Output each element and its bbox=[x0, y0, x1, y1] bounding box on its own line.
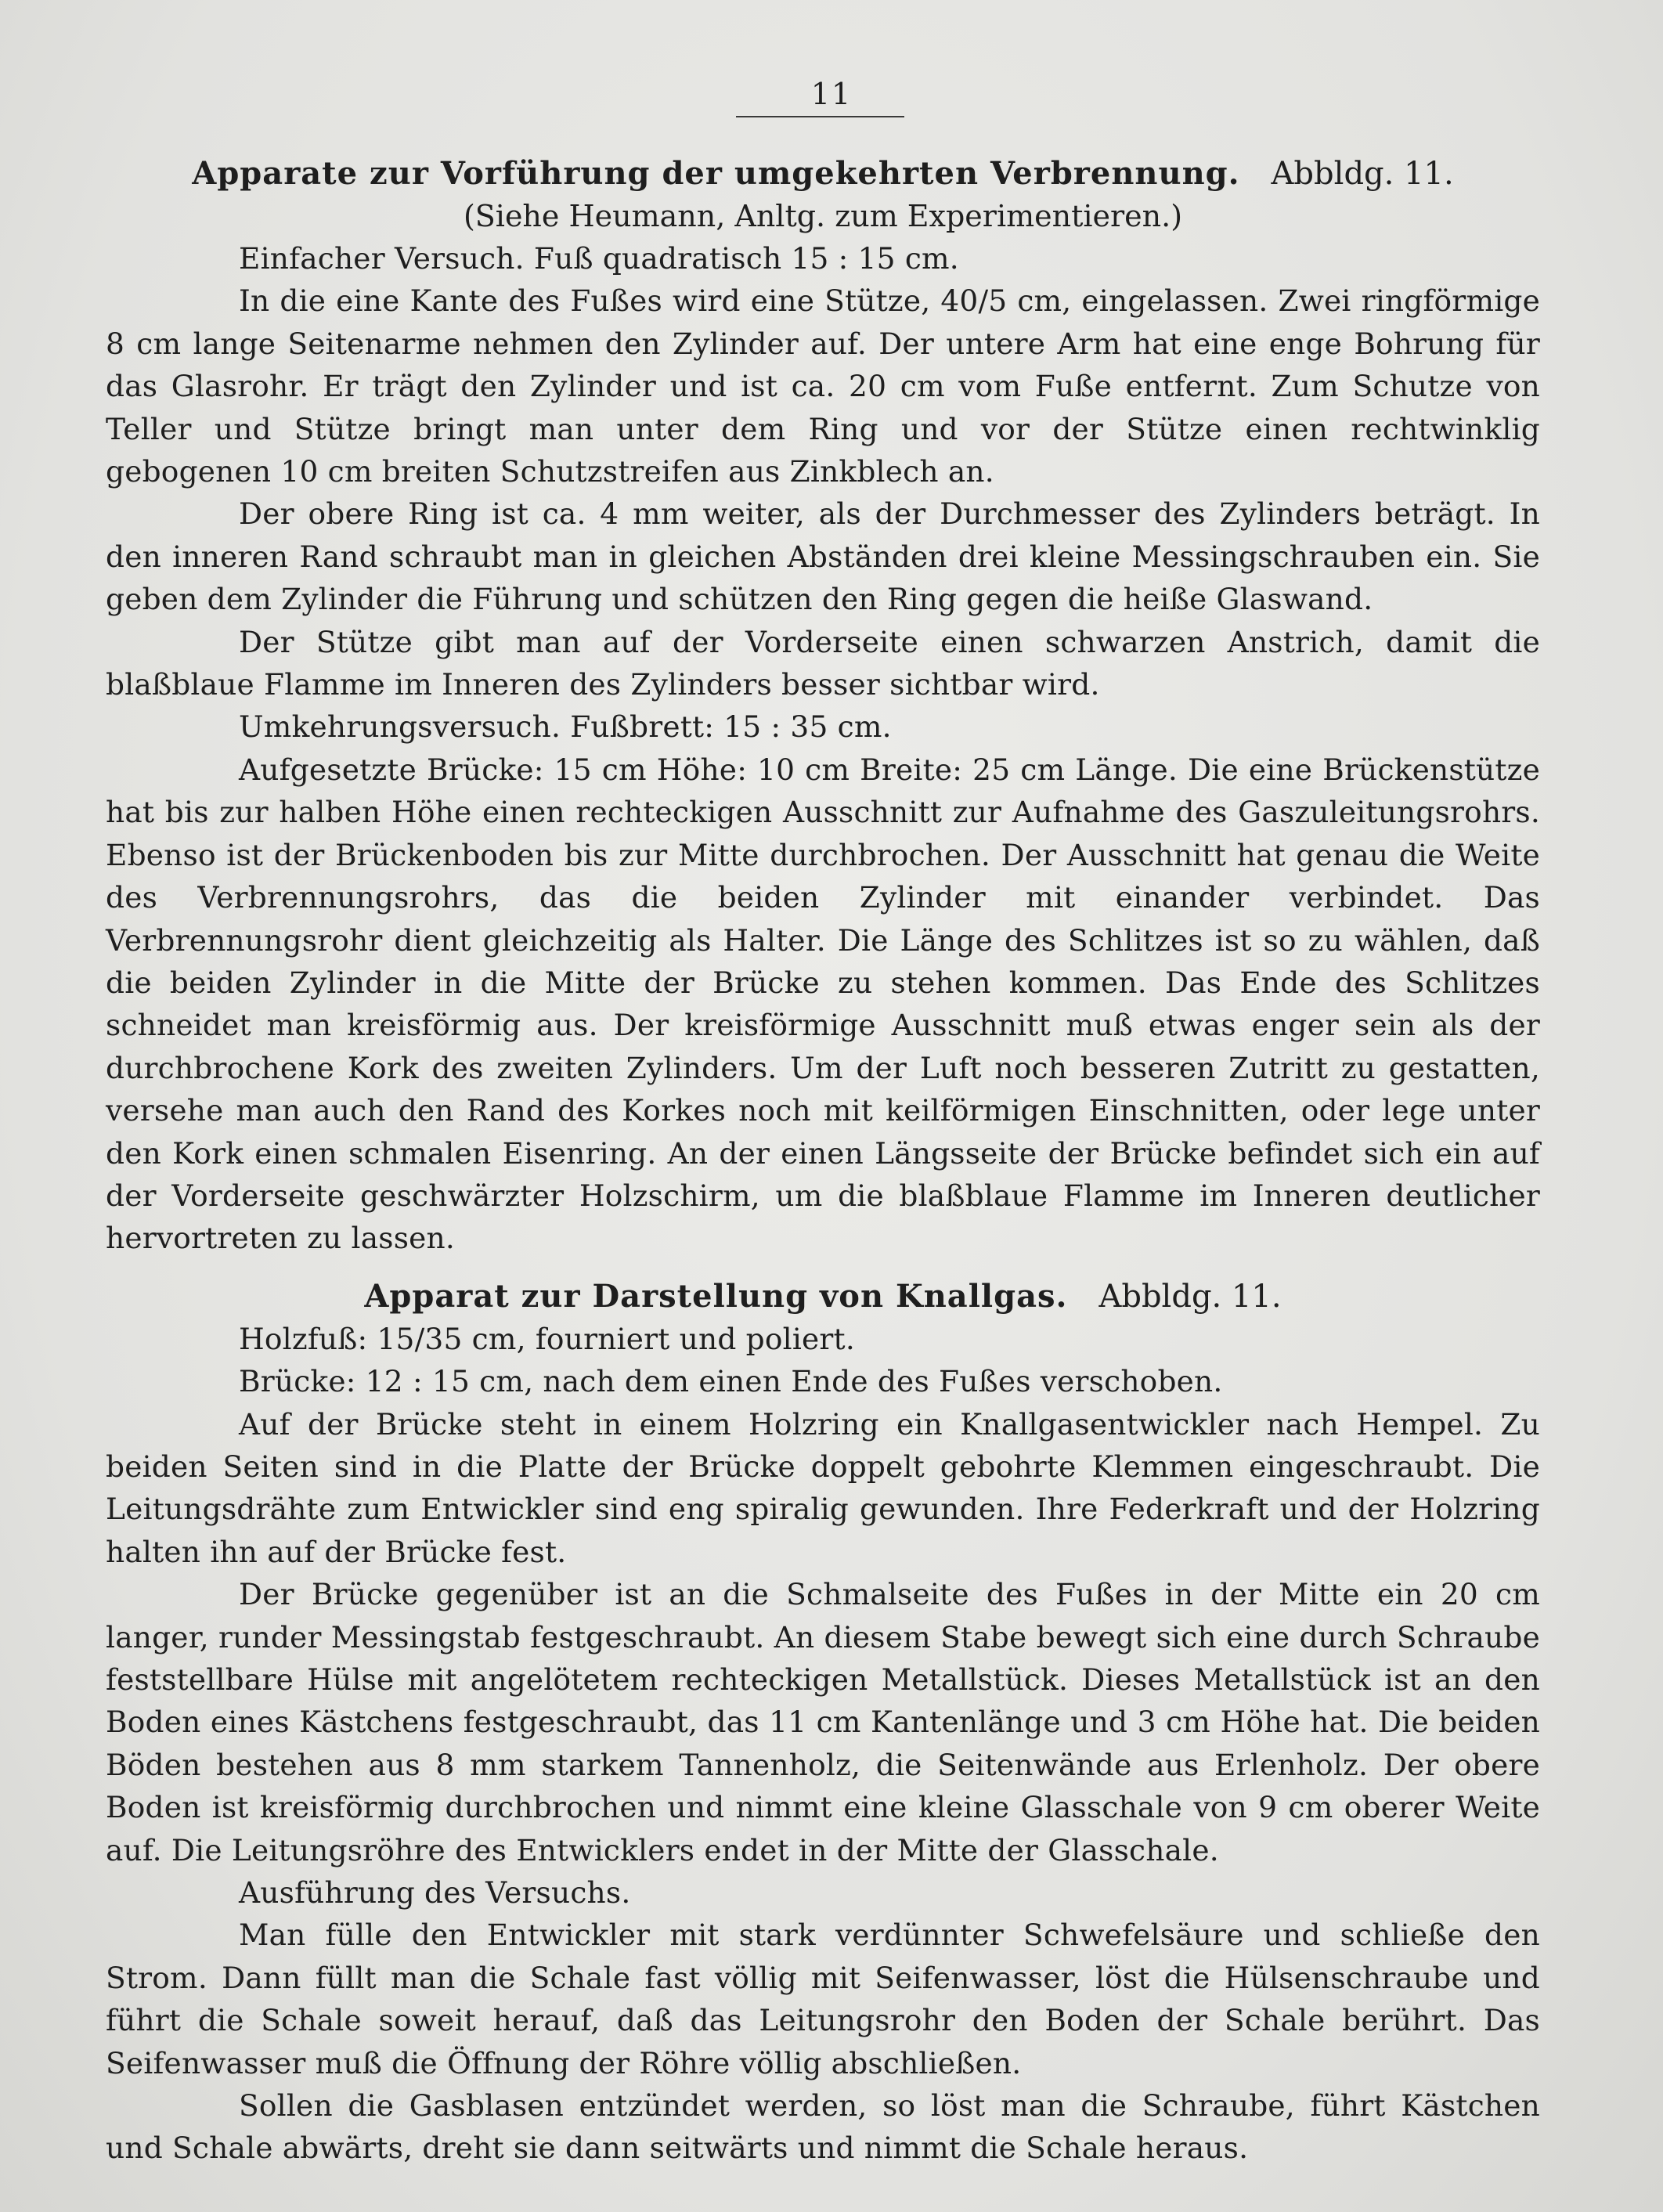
paragraph: Brücke: 12 : 15 cm, nach dem einen Ende des Fußes verschoben. bbox=[239, 1364, 1223, 1399]
page-number-rule bbox=[736, 116, 904, 117]
figure-reference: Abbldg. 11. bbox=[1098, 1278, 1282, 1315]
section-umgekehrte-verbrennung bbox=[106, 153, 1540, 1260]
paragraph: Holzfuß: 15/35 cm, fourniert und poliert. bbox=[239, 1321, 855, 1356]
paragraph: Der Brücke gegenüber ist an die Schmalseite des Fußes in der Mitte ein 20 cm langer, runder Messingstab festgeschraubt. An diesem Stabe bewegt sich eine durch Schraube feststellbare Hülse mit angelötetem rechteckigen Metallstück. Dieses Metallstück ist an den Boden eines Kästchens festgeschraubt, das 11 cm Kantenlänge und 3 cm Höhe hat. Die beiden Böden bestehen aus 8 mm starkem Tannenholz, die Seitenwände aus Erlenholz. Der obere Boden ist kreisförmig durchbrochen und nimmt eine kleine Glasschale von 9 cm oberer Weite auf. Die Leitungsröhre des Entwicklers endet in der Mitte der Glasschale. bbox=[106, 1577, 1540, 1867]
paragraph: Der Stütze gibt man auf der Vorderseite einen schwarzen Anstrich, damit die blaßblaue Flamme im Inneren des Zylinders besser sichtbar wird. bbox=[106, 624, 1540, 702]
paragraph: Man fülle den Entwickler mit stark verdünnter Schwefelsäure und schließe den Strom. Dann füllt man die Schale fast völlig mit Seifenwasser, löst die Hülsenschraube und führt die Schale soweit herauf, daß das Leitungsrohr den Boden der Schale berührt. Das Seifenwasser muß die Öffnung der Röhre völlig abschließen. bbox=[106, 1918, 1540, 2080]
document-body bbox=[106, 153, 1540, 2170]
paragraph: Auf der Brücke steht in einem Holzring ein Knallgasentwickler nach Hempel. Zu beiden Seiten sind in die Platte der Brücke doppelt gebohrte Klemmen eingeschraubt. Die Leitungsdrähte zum Entwickler sind eng spiralig gewunden. Ihre Federkraft und der Holzring halten ihn auf der Brücke fest. bbox=[106, 1406, 1540, 1569]
section-knallgas bbox=[106, 1276, 1540, 2170]
page-number: 11 bbox=[810, 77, 853, 111]
paragraph: Ausführung des Versuchs. bbox=[239, 1875, 631, 1911]
figure-reference: Abbldg. 11. bbox=[1271, 156, 1454, 192]
paragraph: Sollen die Gasblasen entzündet werden, so löst man die Schraube, führt Kästchen und Schale abwärts, dreht sie dann seitwärts und nimmt die Schale heraus. bbox=[106, 2088, 1540, 2166]
section-subtitle: (Siehe Heumann, Anltg. zum Experimentieren.) bbox=[463, 199, 1183, 233]
section-heading bbox=[106, 1276, 1540, 1318]
paragraph: Einfacher Versuch. Fuß quadratisch 15 : 15 cm. bbox=[239, 241, 959, 276]
section-title: Apparat zur Darstellung von Knallgas. bbox=[364, 1277, 1068, 1315]
paragraph: In die eine Kante des Fußes wird eine Stütze, 40/5 cm, eingelassen. Zwei ringförmige 8 cm lange Seitenarme nehmen den Zylinder auf. Der untere Arm hat eine enge Bohrung für das Glasrohr. Er trägt den Zylinder und ist ca. 20 cm vom Fuße entfernt. Zum Schutze von Teller und Stütze bringt man unter dem Ring und vor der Stütze einen rechtwinklig gebogenen 10 cm breiten Schutzstreifen aus Zinkblech an. bbox=[106, 283, 1540, 489]
paragraph: Der obere Ring ist ca. 4 mm weiter, als der Durchmesser des Zylinders beträgt. In den inneren Rand schraubt man in gleichen Abständen drei kleine Messingschrauben ein. Sie geben dem Zylinder die Führung und schützen den Ring gegen die heiße Glaswand. bbox=[106, 496, 1540, 617]
section-title: Apparate zur Vorführung der umgekehrten Verbrennung. bbox=[192, 155, 1240, 192]
paragraph: Umkehrungsversuch. Fußbrett: 15 : 35 cm. bbox=[239, 709, 892, 745]
paragraph: Aufgesetzte Brücke: 15 cm Höhe: 10 cm Breite: 25 cm Länge. Die eine Brückenstütze hat bis zur halben Höhe einen rechteckigen Ausschnitt zur Aufnahme des Gaszuleitungsrohrs. Ebenso ist der Brückenboden bis zur Mitte durchbrochen. Der Ausschnitt hat genau die Weite des Verbrennungsrohrs, das die beiden Zylinder mit einander verbindet. Das Verbrennungsrohr dient gleichzeitig als Halter. Die Länge des Schlitzes ist so zu wählen, daß die beiden Zylinder in die Mitte der Brücke zu stehen kommen. Das Ende des Schlitzes schneidet man kreisförmig aus. Der kreisförmige Ausschnitt muß etwas enger sein als der durchbrochene Kork des zweiten Zylinders. Um der Luft noch besseren Zutritt zu gestatten, versehe man auch den Rand des Korkes noch mit keilförmigen Einschnitten, oder lege unter den Kork einen schmalen Eisenring. An der einen Längsseite der Brücke befindet sich ein auf der Vorderseite geschwärzter Holzschirm, um die blaßblaue Flamme im Inneren deutlicher hervortreten zu lassen. bbox=[106, 752, 1540, 1256]
section-heading bbox=[106, 153, 1540, 195]
